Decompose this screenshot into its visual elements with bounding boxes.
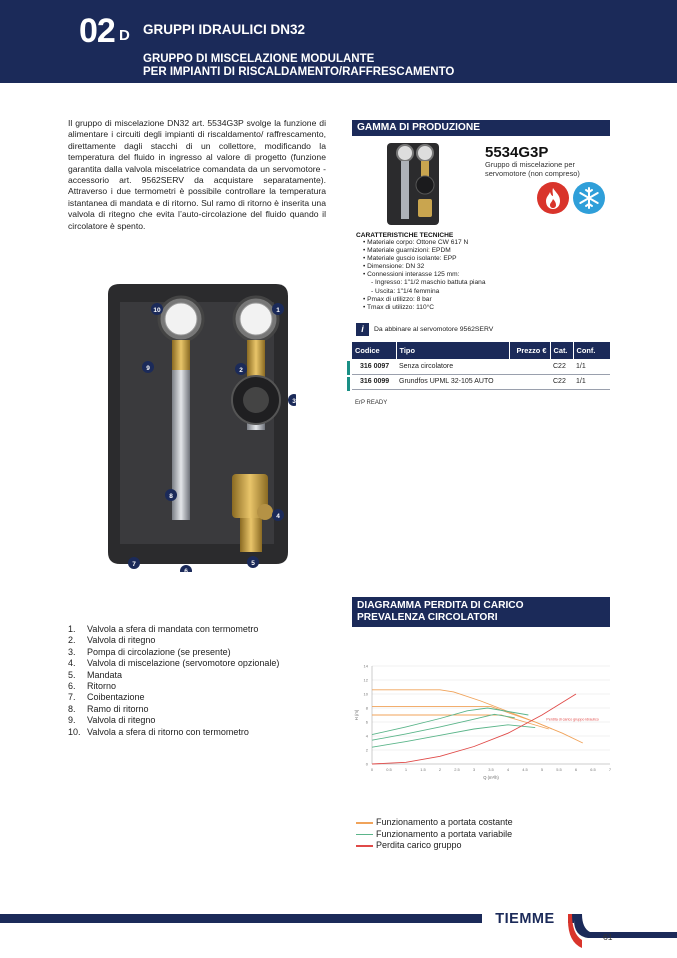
x-tick-label: 3.5 xyxy=(488,767,494,772)
product-photo xyxy=(98,282,296,572)
list-item-label: Valvola di ritegno xyxy=(87,715,156,726)
product-thumbnail xyxy=(385,141,441,227)
table-header-row xyxy=(352,342,610,359)
page-header xyxy=(0,0,677,83)
intro-paragraph: Il gruppo di miscelazione DN32 art. 5534G3P svolge la funzione di alimentare i circuiti degli impianti di riscaldamento/ raffrescamento, direttamente dagli stacchi di un collettore, modificando la temperatura del fluido in ingresso al valore di progetto (funzione garantita dalla valvola miscelatrice comandata da un servomotore - accessorio art. 9562SERV da acquistare separatamente). Attraverso i due termometri è possibile controllare la temperatura istantanea di mandata e di ritorno. Sul ramo di ritorno è inserita una valvola di ritegno che evita l’auto-circolazione del fluido quando il circolatore è spento. xyxy=(68,118,326,231)
list-item-number: 10. xyxy=(68,726,81,737)
list-item-label: Valvola di miscelazione (servomotore opzionale) xyxy=(87,658,280,669)
info-note: Da abbinare al servomotore 9562SERV xyxy=(374,326,494,333)
product-description: Gruppo di miscelazione per servomotore (non compreso) xyxy=(485,160,580,178)
y-tick-label: 6 xyxy=(365,719,368,725)
list-item-number: 5. xyxy=(68,669,76,680)
col-type: Tipo xyxy=(396,342,509,359)
list-item-label: Valvola di ritegno xyxy=(87,635,156,646)
legend-swatch xyxy=(356,834,373,836)
list-item-label: Ritorno xyxy=(87,681,117,692)
spec-item: • Dimensione: DN 32 xyxy=(363,263,425,271)
list-item-label: Mandata xyxy=(87,669,123,680)
x-tick-label: 4.5 xyxy=(522,767,528,772)
cell-price xyxy=(509,359,550,374)
list-item-number: 7. xyxy=(68,692,76,703)
list-item-number: 8. xyxy=(68,703,76,714)
table-row xyxy=(352,359,610,374)
section-heading-gamma: GAMMA DI PRODUZIONE xyxy=(352,120,610,136)
cell-code: 316 0097 xyxy=(352,359,396,374)
list-item-number: 2. xyxy=(68,635,76,646)
subtitle-line-2: PER IMPIANTI DI RISCALDAMENTO/RAFFRESCAMENTO xyxy=(143,66,455,78)
callout-6: 6 xyxy=(184,568,188,572)
list-item-label: Valvola a sfera di ritorno con termometro xyxy=(87,726,249,737)
cell-type: Senza circolatore xyxy=(396,359,509,374)
spec-item: • Connessioni interasse 125 mm: xyxy=(363,271,460,279)
list-item-label: Valvola a sfera di mandata con termometro xyxy=(87,624,259,634)
y-axis-label: H (m) xyxy=(354,709,359,721)
legend-item-variable xyxy=(356,829,513,841)
spec-subitem: - Uscita: 1"1/4 femmina xyxy=(371,287,440,295)
components-list xyxy=(68,624,338,738)
tech-title: CARATTERISTICHE TECNICHE xyxy=(356,232,454,239)
list-item-label: Ramo di ritorno xyxy=(87,703,149,714)
cell-cat: C22 xyxy=(550,359,573,374)
list-item xyxy=(68,624,338,635)
x-tick-label: 0 xyxy=(370,767,374,772)
y-tick-label: 10 xyxy=(363,691,368,697)
chapter-letter: D xyxy=(119,27,130,44)
list-item-number: 4. xyxy=(68,658,76,669)
cell-conf: 1/1 xyxy=(573,359,610,374)
list-item xyxy=(68,635,338,646)
brand-logo: TIEMME xyxy=(482,910,568,928)
list-item-number: 6. xyxy=(68,681,76,692)
cell-price xyxy=(509,374,550,389)
col-conf: Conf. xyxy=(573,342,610,359)
x-tick-label: 0.5 xyxy=(386,767,392,772)
callout-5: 5 xyxy=(251,560,255,567)
list-item xyxy=(68,692,338,703)
x-tick-label: 5 xyxy=(540,767,544,772)
cell-cat: C22 xyxy=(550,374,573,389)
legend-item-loss xyxy=(356,840,513,852)
diagram-heading-line-2: PREVALENZA CIRCOLATORI xyxy=(357,611,498,623)
info-icon: i xyxy=(356,323,369,336)
list-item xyxy=(68,704,338,715)
callout-8: 8 xyxy=(169,493,173,500)
spec-item: • Materiale guarnizioni: EPDM xyxy=(363,247,451,255)
y-tick-label: 2 xyxy=(365,747,368,753)
callout-3: 3 xyxy=(292,398,296,405)
legend-swatch xyxy=(356,822,373,824)
x-tick-label: 1 xyxy=(404,767,408,772)
legend-label: Funzionamento a portata costante xyxy=(376,817,513,827)
legend-label: Funzionamento a portata variabile xyxy=(376,828,513,839)
spec-subitem: - Ingresso: 1"1/2 maschio battuta piana xyxy=(371,279,486,287)
chapter-title: GRUPPI IDRAULICI DN32 xyxy=(143,22,306,37)
cell-code: 316 0099 xyxy=(352,374,396,389)
x-axis-label: Q (m³/h) xyxy=(483,775,499,780)
legend-swatch xyxy=(356,845,373,847)
x-tick-label: 6 xyxy=(574,767,578,772)
chart-annotation: Perdita di carico gruppo idraulico xyxy=(546,717,599,722)
product-table xyxy=(352,342,610,390)
list-item xyxy=(68,727,338,738)
callout-9: 9 xyxy=(146,365,150,372)
cell-conf: 1/1 xyxy=(573,374,610,389)
x-tick-label: 2 xyxy=(438,767,442,772)
y-tick-label: 0 xyxy=(365,761,368,767)
callout-4: 4 xyxy=(276,513,280,520)
y-tick-label: 14 xyxy=(363,663,368,669)
list-item xyxy=(68,658,338,669)
spec-item: • Tmax di utilizzo: 110°C xyxy=(363,303,435,311)
subtitle-line-1: GRUPPO DI MISCELAZIONE MODULANTE xyxy=(143,53,375,65)
snowflake-icon xyxy=(573,182,605,214)
page-number: 61 xyxy=(603,932,613,942)
legend-item-constant xyxy=(356,817,513,829)
list-item-number: 9. xyxy=(68,715,76,726)
callout-10: 10 xyxy=(153,307,161,314)
footer-logo-mark xyxy=(560,910,677,950)
y-tick-label: 12 xyxy=(363,677,368,683)
row-marker xyxy=(347,361,350,375)
erp-label: ErP READY xyxy=(355,400,388,406)
series-line xyxy=(372,690,583,743)
list-item xyxy=(68,681,338,692)
list-item xyxy=(68,647,338,658)
chapter-number: 02 xyxy=(79,12,115,50)
x-tick-label: 3 xyxy=(472,767,476,772)
callout-1: 1 xyxy=(276,307,280,314)
page-subtitle xyxy=(143,53,563,79)
section-heading-diagram xyxy=(352,597,610,627)
list-item-label: Coibentazione xyxy=(87,692,145,703)
flame-icon xyxy=(537,182,569,214)
chart-legend xyxy=(356,817,513,852)
product-code: 5534G3P xyxy=(485,144,549,161)
x-tick-label: 1.5 xyxy=(420,767,426,772)
list-item-label: Pompa di circolazione (se presente) xyxy=(87,646,231,657)
x-tick-label: 4 xyxy=(506,767,510,772)
tech-specs-list xyxy=(363,239,486,312)
list-item-number: 1. xyxy=(68,624,76,634)
chart-svg xyxy=(340,660,620,785)
spec-item: • Materiale guscio isolante: EPP xyxy=(363,255,457,263)
list-item xyxy=(68,715,338,726)
callout-2: 2 xyxy=(239,367,243,374)
x-tick-label: 7 xyxy=(608,767,612,772)
cell-type: Grundfos UPML 32-105 AUTO xyxy=(396,374,509,389)
col-code: Codice xyxy=(352,342,396,359)
spec-item: • Pmax di utilizzo: 8 bar xyxy=(363,295,432,303)
series-line xyxy=(372,714,515,740)
table-row xyxy=(352,374,610,389)
y-tick-label: 4 xyxy=(365,733,368,739)
col-cat: Cat. xyxy=(550,342,573,359)
x-tick-label: 2.5 xyxy=(454,767,460,772)
head-loss-chart xyxy=(340,660,620,785)
list-item-number: 3. xyxy=(68,646,76,657)
callout-7: 7 xyxy=(132,561,136,568)
diagram-heading-line-1: DIAGRAMMA PERDITA DI CARICO xyxy=(357,600,524,611)
list-item xyxy=(68,670,338,681)
col-price: Prezzo € xyxy=(509,342,550,359)
x-tick-label: 5.5 xyxy=(556,767,562,772)
x-tick-label: 6.5 xyxy=(590,767,596,772)
row-marker xyxy=(347,377,350,391)
legend-label: Perdita carico gruppo xyxy=(376,840,462,850)
y-tick-label: 8 xyxy=(365,705,368,711)
photo-callouts xyxy=(98,282,296,572)
spec-item: • Materiale corpo: Ottone CW 617 N xyxy=(363,239,469,246)
